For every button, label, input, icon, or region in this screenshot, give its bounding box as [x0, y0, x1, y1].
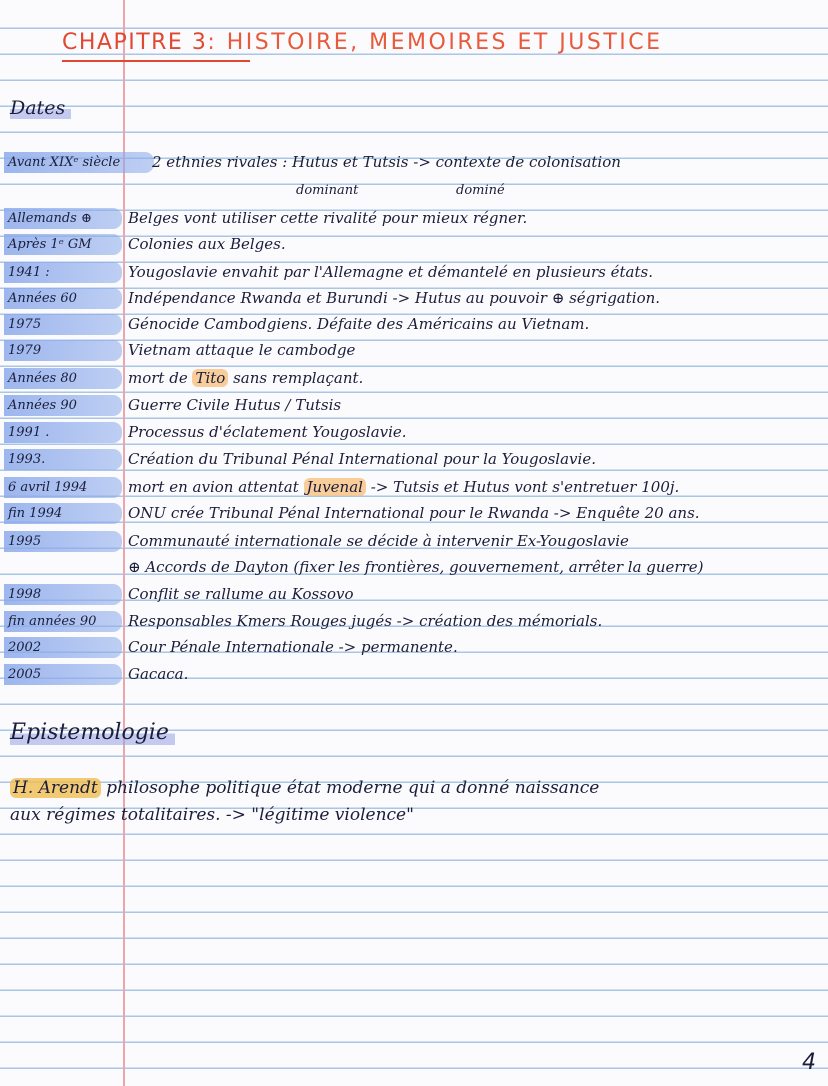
title-underline	[62, 60, 250, 62]
timeline-event: Yougoslavie envahit par l'Allemagne et démantelé en plusieurs états.	[128, 263, 653, 281]
timeline-date: 1975	[4, 314, 122, 335]
timeline-event: 2 ethnies rivales : Hutus et Tutsis -> contexte de colonisation	[152, 153, 621, 171]
timeline-event: Colonies aux Belges.	[128, 235, 286, 253]
timeline-date: fin années 90	[4, 611, 122, 632]
timeline-event	[128, 477, 820, 498]
timeline-event: Conflit se rallume au Kossovo	[128, 585, 354, 603]
epistemology-text-1: philosophe politique état moderne qui a donné naissance	[100, 778, 600, 798]
timeline-date: Années 80	[4, 368, 122, 389]
timeline-event: ⊕ Accords de Dayton (fixer les frontières, gouvernement, arrêter la guerre)	[128, 558, 704, 576]
timeline-event-text: sans remplaçant.	[228, 369, 364, 387]
timeline-event-text: mort de	[128, 369, 193, 387]
timeline-date: 1941 :	[4, 262, 122, 283]
timeline-event: Génocide Cambodgiens. Défaite des Américains au Vietnam.	[128, 315, 590, 333]
timeline-event: Vietnam attaque le cambodge	[128, 341, 356, 359]
annotation-dominant: dominant	[296, 183, 359, 198]
timeline-date: 1995	[4, 531, 122, 552]
timeline-date: 2002	[4, 637, 122, 658]
timeline-date: Après 1ᵉ GM	[4, 234, 122, 255]
timeline-event: Processus d'éclatement Yougoslavie.	[128, 423, 407, 441]
timeline-event	[128, 368, 820, 389]
timeline-date: 2005	[4, 664, 122, 685]
timeline-date: 1998	[4, 584, 122, 605]
page-number: 4	[802, 1050, 816, 1075]
page-title	[62, 30, 663, 55]
epistemology-highlight: H. Arendt	[10, 778, 101, 798]
epistemology-line-2: aux régimes totalitaires. -> "légitime violence"	[10, 805, 414, 825]
epistemology-heading: Epistemologie	[10, 720, 175, 745]
timeline-event-text: mort en avion attentat	[128, 478, 304, 496]
timeline-event: Belges vont utiliser cette rivalité pour mieux régner.	[128, 209, 528, 227]
timeline-date: 1979	[4, 340, 122, 361]
epistemology-line-1	[10, 778, 599, 798]
timeline-event: Responsables Kmers Rouges jugés -> création des mémorials.	[128, 612, 603, 630]
annotation-domine: dominé	[456, 183, 505, 198]
timeline-event: Création du Tribunal Pénal International pour la Yougoslavie.	[128, 450, 596, 468]
timeline-event: Cour Pénale Internationale -> permanente.	[128, 638, 458, 656]
timeline-date: 1993.	[4, 449, 122, 470]
timeline-date: 6 avril 1994	[4, 477, 122, 498]
timeline-event: Guerre Civile Hutus / Tutsis	[128, 396, 342, 414]
title-subject: : HISTOIRE, MEMOIRES ET JUSTICE	[207, 30, 663, 55]
timeline-date: 1991 .	[4, 422, 122, 443]
timeline-date: Années 60	[4, 288, 122, 309]
highlighted-name: Juvenal	[304, 478, 366, 496]
dates-heading: Dates	[10, 97, 71, 119]
timeline-event-text: -> Tutsis et Hutus vont s'entretuer 100j.	[365, 478, 680, 496]
timeline-event: Communauté internationale se décide à intervenir Ex-Yougoslavie	[128, 532, 629, 550]
timeline-date: Allemands ⊕	[4, 208, 122, 229]
timeline-event: Gacaca.	[128, 665, 189, 683]
timeline-date: Avant XIXᵉ siècle	[4, 152, 154, 173]
timeline-date: Années 90	[4, 395, 122, 416]
timeline-date: fin 1994	[4, 503, 122, 524]
title-chapter: CHAPITRE 3	[62, 30, 208, 55]
timeline-event: ONU crée Tribunal Pénal International pour le Rwanda -> Enquête 20 ans.	[128, 504, 700, 522]
highlighted-name: Tito	[192, 369, 228, 387]
timeline-date	[4, 557, 122, 578]
timeline-event: Indépendance Rwanda et Burundi -> Hutus au pouvoir ⊕ ségrigation.	[128, 289, 661, 307]
